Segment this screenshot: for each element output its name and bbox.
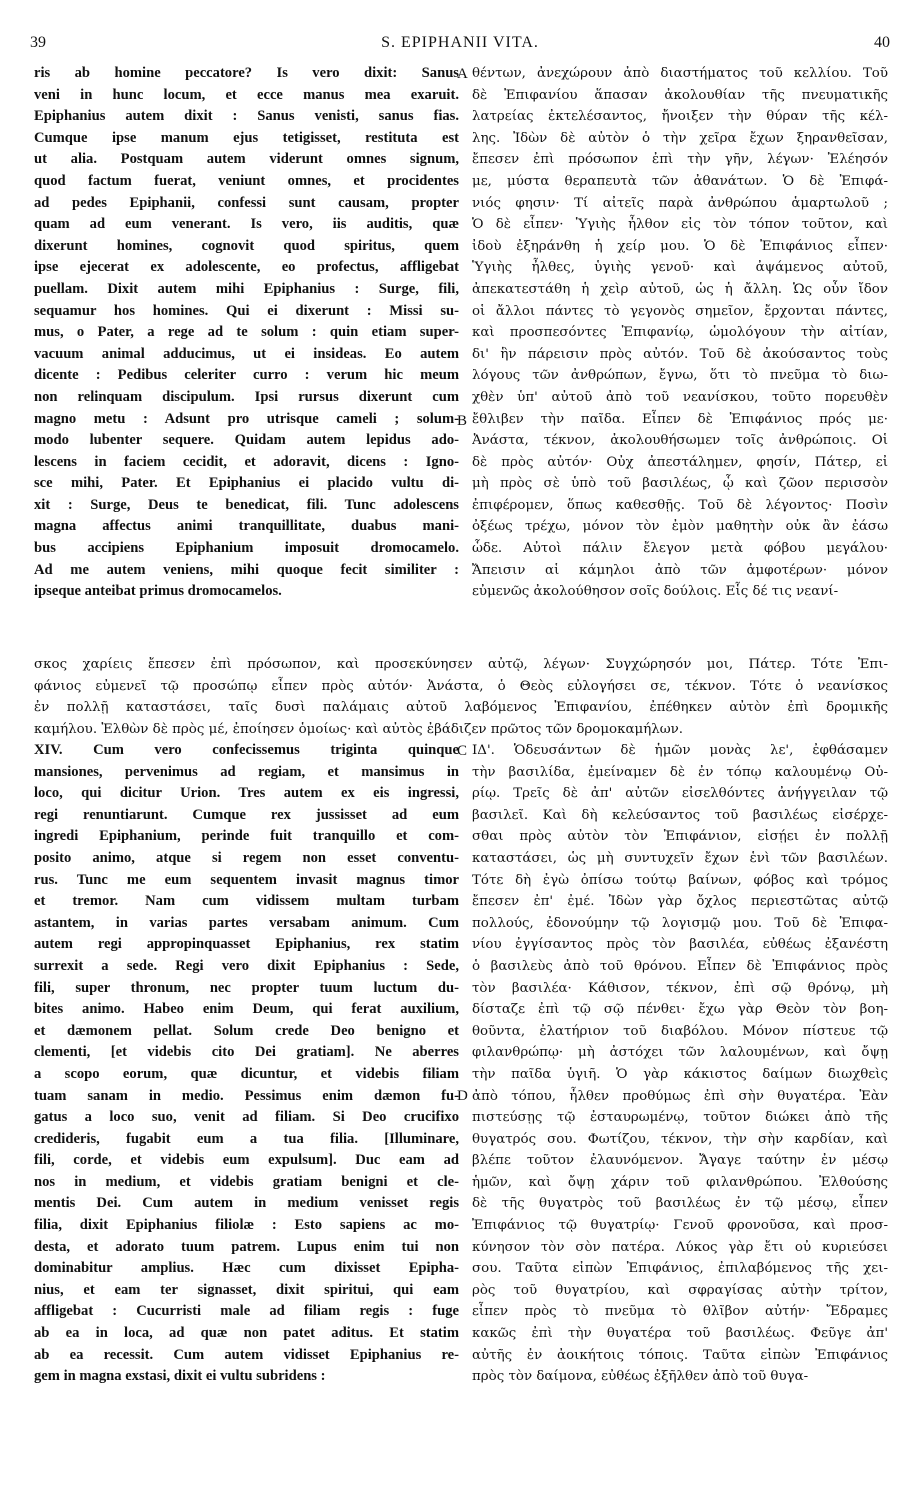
text-line: fili, super thronum, nec propter tuum luctum du-	[34, 979, 459, 996]
text-line: surrexit a sede. Regi vero dixit Epiphanius : Sede,	[34, 957, 459, 974]
text-line: καμήλου. Ἐλθὼν δὲ πρὸς μέ, ἐποίησεν ὁμοίως· καὶ αὐτὸς ἐβάδιζεν πρῶτος τῶν δρομοκαμήλων.	[34, 721, 684, 737]
text-line: Ὑγιὴς ἦλθες, ὑγιὴς γενοῦ· καὶ ἀψάμενος αὐτοῦ,	[472, 260, 888, 276]
section-marker-c: C	[457, 743, 468, 759]
text-line: ἀπὸ τόπου, ἦλθεν προθύμως ἐπὶ σὴν θυγατέρα. Ἐὰν	[472, 1088, 888, 1104]
text-line: ipseque anteibat primus dromocamelos.	[34, 583, 282, 600]
text-line: bites animo. Habeo enim Deum, qui ferat auxilium,	[34, 1001, 459, 1018]
text-line: μὴ πρὸς σὲ ὑπὸ τοῦ βασιλέως, ᾧ καὶ ζῶον περισσὸν	[472, 476, 888, 492]
text-line: XIV. Cum vero confecissemus triginta quinque	[34, 742, 459, 758]
text-line: δὲ Ἐπιφανίου ἅπασαν ἀκολουθίαν τῆς πνευματικῆς	[472, 87, 888, 103]
text-line: a scopo eorum, quæ dicuntur, et videbis filiam	[34, 1065, 459, 1082]
text-line: mentis Dei. Cum autem in medium venisset regis	[34, 1195, 459, 1212]
text-line: δὲ τῆς θυγατρὸς τοῦ βασιλέως ἐν τῷ μέσῳ, εἶπεν	[472, 1196, 888, 1212]
running-title: S. EPIPHANII VITA.	[381, 34, 539, 51]
text-line: πολλούς, ἐδονούμην τῷ λογισμῷ μου. Τοῦ δὲ Ἐπιφα-	[472, 915, 888, 931]
text-line: veni in hunc locum, et ecce manus mea exaruit.	[34, 86, 459, 103]
text-line: Cumque ipse manum ejus tetigisset, restituta est	[34, 129, 459, 146]
text-line: xit : Surge, Deus te benedicat, fili. Tunc adolescens	[34, 496, 459, 513]
text-line: ρὸς τοῦ θυγατρίου, καὶ σφραγίσας αὐτὴν τρίτον,	[472, 1282, 888, 1298]
text-line: Τότε δὴ ἐγὼ ὀπίσω τούτῳ βαίνων, φόβος καὶ τρόμος	[472, 872, 888, 888]
text-line: Ἐπιφάνιος τῷ θυγατρίῳ· Γενοῦ φρονοῦσα, καὶ προσ-	[472, 1218, 888, 1234]
section-marker-a: A	[457, 66, 468, 82]
text-line: regi renuntiarunt. Cumque rex jussisset ad eum	[34, 806, 459, 823]
text-line: βασιλεῖ. Καὶ δὴ κελεύσαντος τοῦ βασιλέως εἰσέρχε-	[472, 807, 888, 823]
text-line: σθαι πρὸς αὐτὸν τὸν Ἐπιφάνιον, εἰσῄει ἐν πολλῇ	[472, 829, 888, 845]
text-line: credideris, fugabit eum a tua filia. [Illuminare,	[34, 1130, 459, 1147]
text-line: magna affectus animi tranquillitate, duabus mani-	[34, 518, 459, 535]
text-line: λατρείας ἐκτελέσαντος, ἤνοιξεν τὴν θύραν τῆς κέλ-	[472, 109, 888, 125]
text-line: ἔπεσεν ἐπὶ πρόσωπον ἐπὶ τὴν γῆν, λέγων· Ἐλέησόν	[472, 152, 888, 168]
text-line: desta, et adorato tuum patrem. Lupus enim tui non	[34, 1238, 459, 1255]
text-line: puellam. Dixit autem mihi Epiphanius : Surge, fili,	[34, 280, 459, 297]
text-line: δίσταζε ἐπὶ τῷ σῷ πένθει· ἔχω γὰρ Θεὸν τὸν βοη-	[472, 1002, 888, 1018]
text-line: ΙΔ'. Ὁδευσάντων δὲ ἡμῶν μονὰς λε', ἐφθάσαμεν	[472, 743, 888, 758]
text-line: ἰδοὺ ἐξηράνθη ἡ χείρ μου. Ὁ δὲ Ἐπιφάνιος εἶπεν·	[472, 238, 888, 254]
text-line: πιστεύσῃς τῷ ἐσταυρωμένῳ, τοῦτον διώκει ἀπὸ τῆς	[472, 1110, 888, 1126]
text-line: κύνησον τὸν σὸν πατέρα. Λύκος γὰρ ἔτι οὐ κυριεύσει	[472, 1239, 888, 1255]
text-line: με, μύστα θεραπευτὰ τῶν ἀθανάτων. Ὁ δὲ Ἐπιφά-	[472, 173, 888, 189]
text-line: ab ea recessit. Cum autem vidisset Epiphanius re-	[34, 1346, 459, 1363]
page-header	[30, 34, 890, 60]
text-line: καὶ προσπεσόντες Ἐπιφανίῳ, ὡμολόγουν τὴν αἰτίαν,	[472, 325, 888, 341]
text-line: Ad me autem veniens, mihi quoque fecit similiter :	[34, 561, 459, 578]
text-line: dominabitur amplius. Hæc cum dixisset Epipha-	[34, 1260, 459, 1277]
text-line: θέντων, ἀνεχώρουν ἀπὸ διαστήματος τοῦ κελλίου. Τοῦ	[472, 66, 888, 81]
text-line: φιλανθρώπῳ· μὴ ἀστόχει τῶν λαλουμένων, καὶ ὄψῃ	[472, 1045, 888, 1061]
text-line: τὸν βασιλέα· Κάθισον, τέκνον, ἐπὶ σῷ θρόνῳ, μὴ	[472, 980, 888, 996]
greek-full-width-block	[34, 654, 888, 740]
text-line: modo lubenter sequere. Quidam autem lepidus ado-	[34, 432, 459, 449]
text-line: οἱ ἄλλοι πάντες τὸ γεγονὸς σημεῖον, ἔρχονται πάντες,	[472, 303, 888, 319]
text-line: ὁ βασιλεὺς ἀπὸ τοῦ θρόνου. Εἶπεν δὲ Ἐπιφάνιος πρὸς	[472, 958, 888, 974]
latin-column-bottom	[34, 740, 459, 1388]
text-line: ἐν πολλῇ καταστάσει, ταῖς δυσὶ παλάμαις αὐτοῦ λαβόμενος Ἐπιφανίου, ἐπέθηκεν αὐτὸν ἐπὶ δρομικῆς	[34, 700, 888, 716]
text-line: fili, corde, et videbis eum expulsum]. Duc eam ad	[34, 1152, 459, 1169]
greek-column-top	[472, 63, 888, 603]
text-line: affligebat : Cucurristi male ad filiam regis : fuge	[34, 1303, 459, 1320]
text-line: ipse ejecerat ex adolescente, eo profectus, affligebat	[34, 259, 459, 276]
greek-column-bottom	[472, 740, 888, 1388]
text-line: δι' ἣν πάρεισιν πρὸς αὐτόν. Τοῦ δὲ ἀκούσαντος τοὺς	[472, 346, 888, 362]
latin-column-top	[34, 63, 459, 603]
text-line: bus accipiens Epiphanium imposuit dromocamelo.	[34, 540, 459, 557]
text-line: quod factum fuerat, veniunt omnes, et procidentes	[34, 172, 459, 189]
text-line: αὐτῆς ἐν ἀοικήτοις τόποις. Ταῦτα εἰπὼν Ἐπιφάνιος	[472, 1347, 888, 1363]
text-line: dicente : Pedibus celeriter curro : verum hic meum	[34, 367, 459, 384]
text-line: posito animo, atque si regem non esset conventu-	[34, 849, 459, 866]
text-line: χθὲν ὑπ' αὐτοῦ ἀπὸ τοῦ νεανίσκου, τοῦτο πορευθὲν	[472, 389, 888, 405]
text-line: autem regi appropinquasset Epiphanius, rex statim	[34, 936, 459, 953]
text-line: filia, dixit Epiphanius filiolæ : Esto sapiens ac mo-	[34, 1217, 459, 1234]
text-line: Ἀνάστα, τέκνον, ἀκολουθήσωμεν τοῖς ἀνθρώποις. Οἱ	[472, 433, 888, 449]
text-line: dixerunt homines, cognovit quod spiritus, quem	[34, 237, 459, 254]
text-line: gatus a loco suo, venit ad filiam. Si Deo crucifixo	[34, 1109, 459, 1126]
text-line: mansiones, pervenimus ad regiam, et mansimus in	[34, 763, 459, 780]
text-line: loco, qui dicitur Urion. Tres autem ex eis ingressi,	[34, 785, 459, 802]
text-line: Epiphanius autem dixit : Sanus venisti, sanus fias.	[34, 108, 459, 125]
text-line: λης. Ἰδὼν δὲ αὐτὸν ὁ τὴν χεῖρα ἔχων ξηρανθεῖσαν,	[472, 130, 888, 146]
text-line: ingredi Epiphanium, perinde fuit tranquillo et com-	[34, 828, 459, 845]
text-line: ὀξέως τρέχω, μόνον τὸν ἐμὸν μαθητὴν οὐκ ἂν ἐάσω	[472, 519, 888, 535]
text-line: λόγους τῶν ἀνθρώπων, ἔγνω, ὅτι τὸ πνεῦμα τὸ διω-	[472, 368, 888, 384]
page-number-left: 39	[30, 34, 46, 51]
text-line: ut alia. Postquam autem viderunt omnes signum,	[34, 151, 459, 168]
text-line: et dæmonem pellat. Solum crede Deo benigno et	[34, 1022, 459, 1039]
text-line: nos in medium, et videbis gratiam benigni et cle-	[34, 1173, 459, 1190]
text-line: lescens in faciem cecidit, et adoravit, dicens : Igno-	[34, 453, 459, 470]
text-line: εἶπεν πρὸς τὸ πνεῦμα τὸ θλῖβον αὐτήν· Ἔδραμες	[472, 1304, 888, 1320]
text-line: magno metu : Adsunt pro utrisque cameli ; solum-	[34, 410, 459, 427]
text-line: θοῦντα, ἐλατήριον τοῦ διαβόλου. Μόνον πίστευε τῷ	[472, 1023, 888, 1039]
text-line: Ἄπεισιν αἱ κάμηλοι ἀπὸ τῶν ἀμφοτέρων· μόνον	[472, 562, 888, 578]
text-line: εὐμενῶς ἀκολούθησον σοῖς δούλοις. Εἷς δέ τις νεανί-	[472, 584, 839, 600]
text-line: πρὸς τὸν δαίμονα, εὐθέως ἐξῆλθεν ἀπὸ τοῦ θυγα-	[472, 1369, 809, 1385]
text-line: rus. Tunc me eum sequentem invasit magnus timor	[34, 871, 459, 888]
text-line: σου. Ταῦτα εἰπὼν Ἐπιφάνιος, ἐπιλαβόμενος τῆς χει-	[472, 1261, 888, 1277]
text-line: clementi, [et videbis cito Dei gratiam]. Ne aberres	[34, 1044, 459, 1061]
text-line: ἐπιφέρομεν, ὅπως καθεσθῇς. Τοῦ δὲ λέγοντος· Ποσὶν	[472, 497, 888, 513]
text-line: tuam sanam in medio. Pessimus enim dæmon fu-	[34, 1087, 459, 1104]
text-line: ἔπεσεν ἐπ' ἐμέ. Ἰδὼν γὰρ ὄχλος περιεστῶτας αὐτῷ	[472, 894, 888, 910]
text-line: sequamur hos homines. Qui ei dixerunt : Missi su-	[34, 302, 459, 319]
text-line: gem in magna exstasi, dixit ei vultu subridens :	[34, 1368, 326, 1385]
text-line: nius, et eam ter signasset, dixit spiritui, qui eam	[34, 1281, 459, 1298]
text-line: sce mihi, Pater. Et Epiphanius ei placido vultu di-	[34, 475, 459, 492]
text-line: νίου ἐγγίσαντος πρὸς τὸν βασιλέα, εὐθέως ἐξανέστη	[472, 937, 888, 953]
text-line: δὲ πρὸς αὐτόν· Οὐχ ἀπεστάλημεν, φησίν, Πάτερ, εἰ	[472, 454, 888, 470]
text-line: ἔθλιβεν τὴν παῖδα. Εἶπεν δὲ Ἐπιφάνιος πρός με·	[472, 411, 888, 427]
text-line: ris ab homine peccatore? Is vero dixit: Sanus	[34, 65, 459, 81]
text-line: astantem, in varias partes versabam animum. Cum	[34, 914, 459, 931]
text-line: τὴν βασιλίδα, ἐμείναμεν δὲ ἐν τόπῳ καλουμένῳ Οὐ-	[472, 764, 888, 780]
text-line: Ὁ δὲ εἶπεν· Ὑγιὴς ἦλθον εἰς τὸν τόπον τοῦτον, καὶ	[472, 217, 888, 233]
text-line: θυγατρός σου. Φωτίζου, τέκνον, τὴν σὴν καρδίαν, καὶ	[472, 1131, 888, 1147]
text-line: βλέπε τοῦτον ἐλαυνόμενον. Ἄγαγε ταύτην ἐν μέσῳ	[472, 1153, 888, 1169]
text-line: non relinquam discipulum. Ipsi rursus dixerunt cum	[34, 388, 459, 405]
section-marker-b: B	[457, 413, 468, 429]
text-line: καταστάσει, ὡς μὴ συντυχεῖν ἔχων ἑνὶ τῶν βασιλέων.	[472, 850, 888, 866]
text-line: σκος χαρίεις ἔπεσεν ἐπὶ πρόσωπον, καὶ προσεκύνησεν αὐτῷ, λέγων· Συγχώρησόν μοι, Πάτερ. Τότε Ἐπι-	[34, 657, 888, 672]
text-line: ad pedes Epiphanii, confessi sunt causam, propter	[34, 194, 459, 211]
text-line: κακῶς ἐπὶ τὴν θυγατέρα τοῦ βασιλέως. Φεῦγε ἀπ'	[472, 1326, 888, 1342]
text-line: φάνιος εὐμενεῖ τῷ προσώπῳ εἶπεν πρὸς αὐτόν· Ἀνάστα, ὁ Θεὸς εὐλογήσει σε, τέκνον. Τότε ὁ νεανίσκος	[34, 678, 888, 694]
text-line: ρίῳ. Τρεῖς δὲ ἀπ' αὐτῶν εἰσελθόντες ἀνήγγειλαν τῷ	[472, 786, 888, 802]
text-line: et tremor. Nam cum vidissem multam turbam	[34, 893, 459, 910]
text-line: mus, o Pater, a rege ad te solum : quin etiam super-	[34, 324, 459, 341]
text-line: τὴν παῖδα ὑγιῆ. Ὁ γὰρ κάκιστος δαίμων διωχθεὶς	[472, 1066, 888, 1082]
text-line: vacuum animal adducimus, ut ei insideas. Eo autem	[34, 345, 459, 362]
text-line: νιός φησιν· Τί αἰτεῖς παρὰ ἀνθρώπου ἁμαρτωλοῦ ;	[472, 195, 888, 211]
text-line: ὧδε. Αὐτοὶ πάλιν ἔλεγον μετὰ φόβου μεγάλου·	[472, 541, 888, 557]
text-line: quam ad eum venerant. Is vero, iis auditis, quæ	[34, 216, 459, 233]
text-line: ἀπεκατεστάθη ἡ χεὶρ αὐτοῦ, ὡς ἡ ἄλλη. Ὡς οὖν ἴδον	[472, 281, 888, 297]
page-number-right: 40	[874, 34, 890, 51]
text-line: ab ea in loca, ad quæ non patet aditus. Et statim	[34, 1325, 459, 1342]
text-line: ἡμῶν, καὶ ὄψῃ χάριν τοῦ φιλανθρώπου. Ἐλθούσης	[472, 1174, 888, 1190]
section-marker-d: D	[457, 1088, 468, 1104]
